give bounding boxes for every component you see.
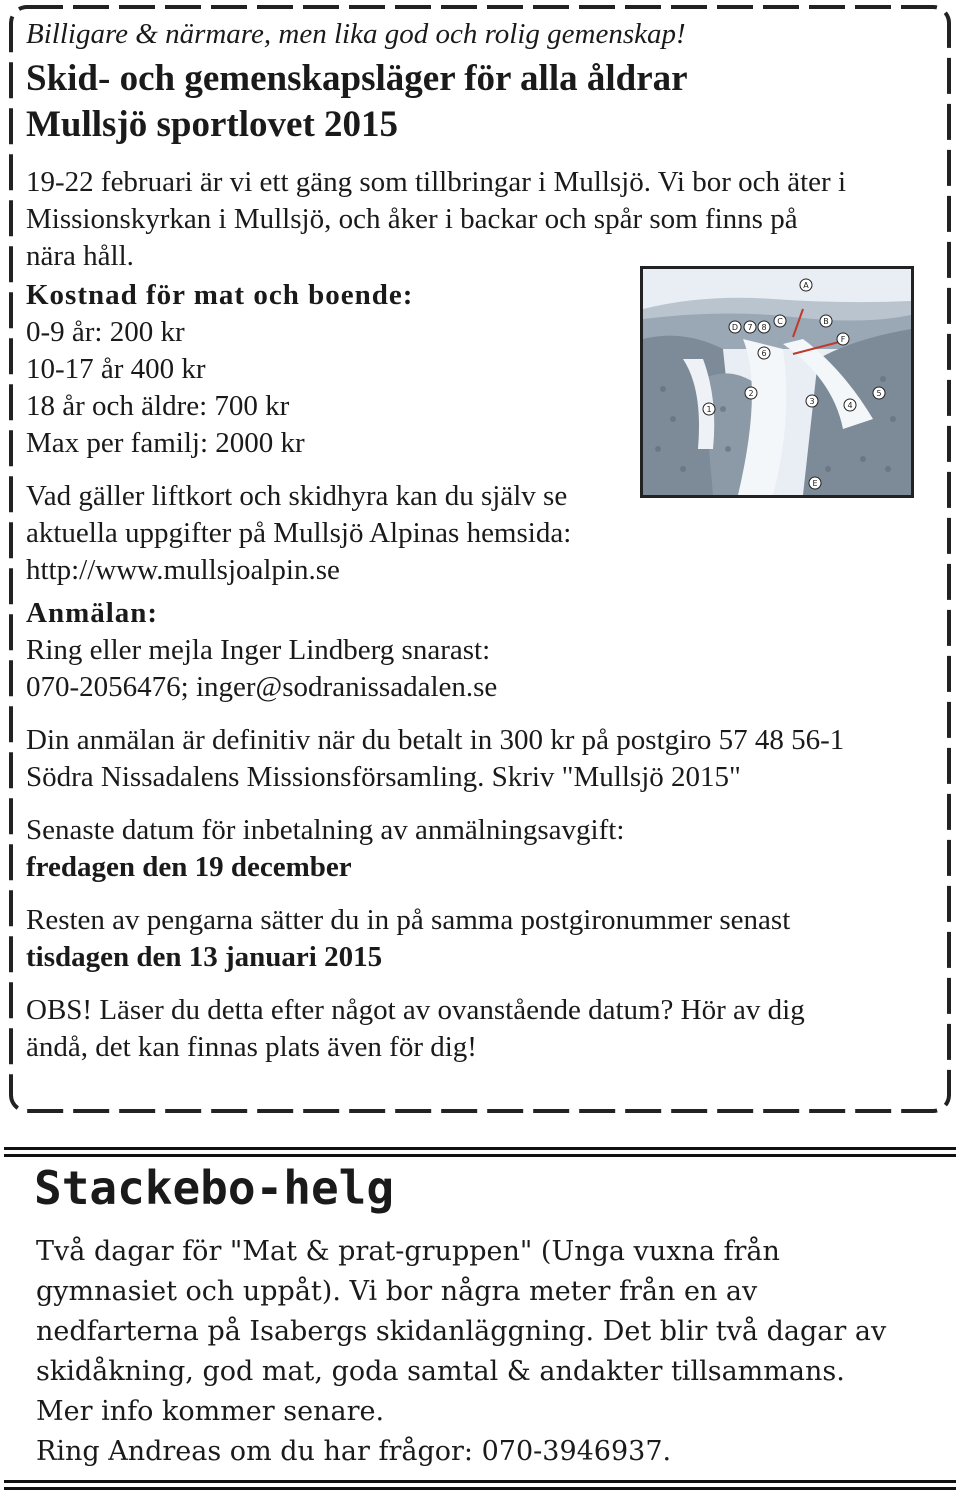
signup-section xyxy=(26,595,936,706)
obs-note xyxy=(26,992,936,1066)
rest-date: tisdagen den 13 januari 2015 xyxy=(26,941,383,973)
bottom-divider xyxy=(4,1480,956,1483)
cost-heading: Kostnad för mat och boende: xyxy=(26,279,414,311)
map-marker-e: E xyxy=(812,479,818,488)
tagline: Billigare & närmare, men lika god och rolig gemenskap! xyxy=(26,18,686,50)
stackebo-title: Stackebo-helg xyxy=(34,1161,395,1215)
deadline-info xyxy=(26,812,936,886)
payment-line: Södra Nissadalens Missionsförsamling. Skriv "Mullsjö 2015" xyxy=(26,761,741,793)
cost-item: 18 år och äldre: 700 kr xyxy=(26,390,290,422)
signup-heading: Anmälan: xyxy=(26,597,159,629)
map-marker-1: 1 xyxy=(706,405,712,414)
deadline-label: Senaste datum för inbetalning av anmälningsavgift: xyxy=(26,814,625,846)
intro-line: Missionskyrkan i Mullsjö, och åker i backar och spår som finns på xyxy=(26,203,798,235)
map-marker-a: A xyxy=(803,281,809,290)
map-marker-8: 8 xyxy=(761,323,767,332)
map-marker-4: 4 xyxy=(847,401,853,410)
map-marker-7: 7 xyxy=(747,323,753,332)
cost-item: 0-9 år: 200 kr xyxy=(26,316,185,348)
lift-info-line: aktuella uppgifter på Mullsjö Alpinas hemsida: xyxy=(26,517,572,549)
bottom-divider xyxy=(4,1487,956,1490)
stackebo-line: nedfarterna på Isabergs skidanläggning. Det blir två dagar av xyxy=(36,1316,887,1347)
website-link[interactable]: http://www.mullsjoalpin.se xyxy=(26,554,340,586)
rest-payment-info xyxy=(26,902,936,976)
map-marker-c: C xyxy=(777,317,783,326)
map-marker-b: B xyxy=(823,317,829,326)
map-marker-5: 5 xyxy=(876,389,882,398)
stackebo-line: Två dagar för "Mat & prat-gruppen" (Unga vuxna från xyxy=(36,1236,780,1267)
map-marker-6: 6 xyxy=(761,349,767,358)
payment-line: Din anmälan är definitiv när du betalt in 300 kr på postgiro 57 48 56-1 xyxy=(26,724,845,756)
obs-line: OBS! Läser du detta efter något av ovanstående datum? Hör av dig xyxy=(26,994,805,1026)
camp-title-line2: Mullsjö sportlovet 2015 xyxy=(26,104,399,145)
intro-line: nära håll. xyxy=(26,240,134,272)
stackebo-line: skidåkning, god mat, goda samtal & andakter tillsammans. xyxy=(36,1356,845,1387)
stackebo-body xyxy=(36,1232,886,1472)
signup-contact: 070-2056476; inger@sodranissadalen.se xyxy=(26,671,498,703)
rest-label: Resten av pengarna sätter du in på samma postgironummer senast xyxy=(26,904,791,936)
stackebo-line: Mer info kommer senare. xyxy=(36,1396,385,1427)
cost-item: Max per familj: 2000 kr xyxy=(26,427,305,459)
payment-info xyxy=(26,722,936,796)
obs-line: ändå, det kan finnas plats även för dig! xyxy=(26,1031,477,1063)
section-divider xyxy=(4,1154,956,1157)
deadline-date: fredagen den 19 december xyxy=(26,851,352,883)
lift-info-line: Vad gäller liftkort och skidhyra kan du själv se xyxy=(26,480,568,512)
map-marker-d: D xyxy=(731,323,739,332)
stackebo-contact: Ring Andreas om du har frågor: 070-3946937. xyxy=(36,1436,672,1467)
ski-slope-map-drawing xyxy=(643,269,911,495)
cost-item: 10-17 år 400 kr xyxy=(26,353,206,385)
mullsjo-camp-notice xyxy=(26,14,936,1066)
section-divider xyxy=(4,1147,956,1150)
map-marker-2: 2 xyxy=(748,389,754,398)
stackebo-line: gymnasiet och uppåt). Vi bor några meter från en av xyxy=(36,1276,758,1307)
intro-line: 19-22 februari är vi ett gäng som tillbringar i Mullsjö. Vi bor och äter i xyxy=(26,166,847,198)
ski-slope-map xyxy=(640,266,914,498)
map-marker-3: 3 xyxy=(809,397,815,406)
intro-paragraph xyxy=(26,164,936,275)
camp-title-line1: Skid- och gemenskapsläger för alla åldrar xyxy=(26,58,688,99)
map-marker-f: F xyxy=(840,335,846,344)
signup-line: Ring eller mejla Inger Lindberg snarast: xyxy=(26,634,491,666)
